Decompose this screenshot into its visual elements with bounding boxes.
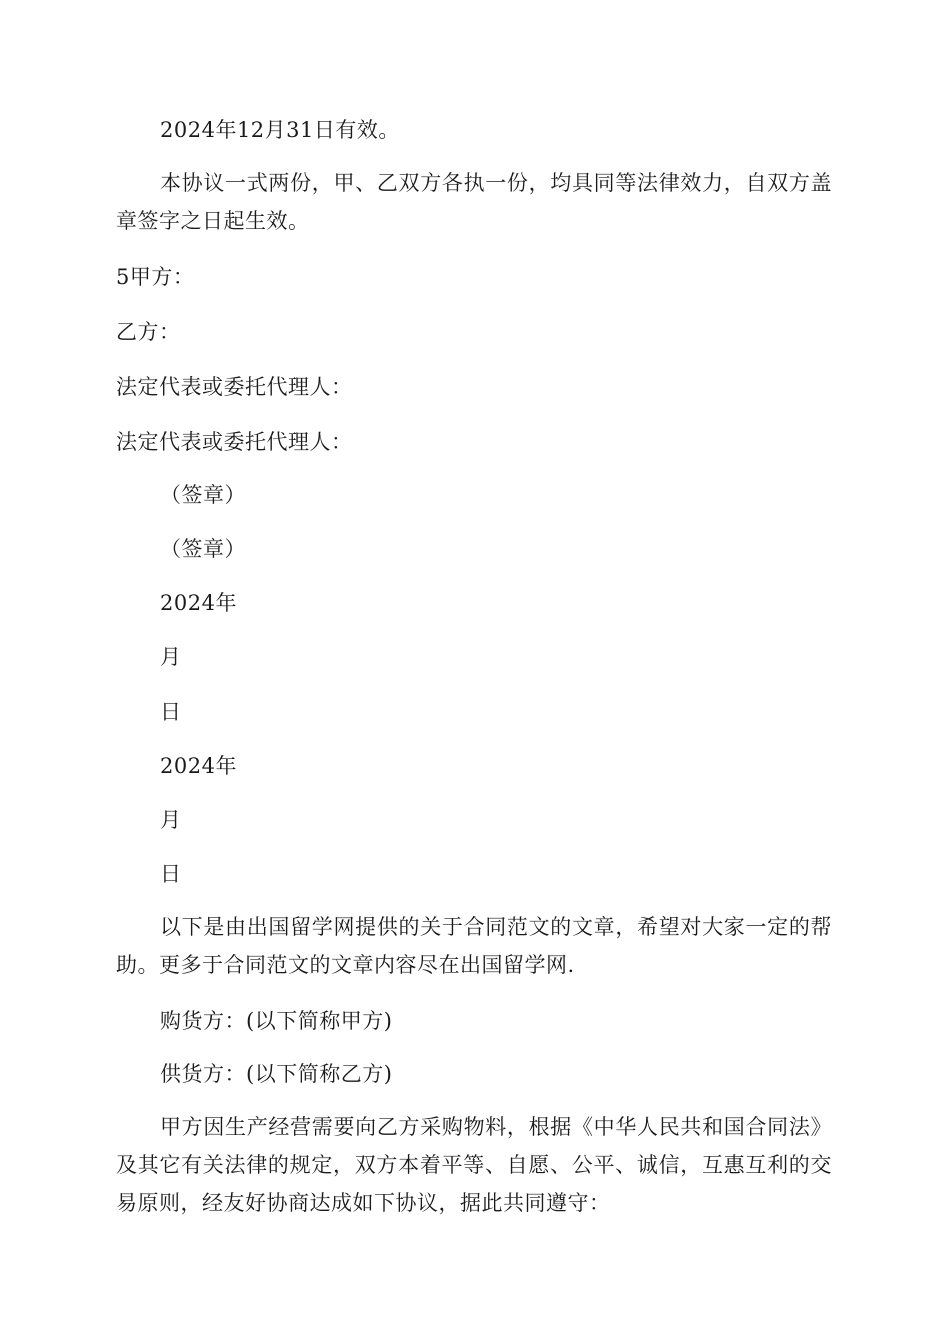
date-b-year: 2024年 xyxy=(160,754,237,778)
supplier-line: 供货方：(以下简称乙方) xyxy=(160,1062,393,1086)
intro-paragraph: 以下是由出国留学网提供的关于合同范文的文章，希望对大家一定的帮助。更多于合同范文的文章内容尽在出国留学网. xyxy=(116,915,832,977)
seal-b-label: （签章） xyxy=(160,537,246,561)
representative-a-label: 法定代表或委托代理人： xyxy=(116,375,353,399)
date-a-day: 日 xyxy=(160,700,182,724)
seal-a-label: （签章） xyxy=(160,483,246,507)
agreement-paragraph: 甲方因生产经营需要向乙方采购物料，根据《中华人民共和国合同法》及其它有关法律的规定，双方本着平等、自愿、公平、诚信，互惠互利的交易原则，经友好协商达成如下协议，据此共同遵守： xyxy=(116,1115,832,1215)
effective-date-line: 2024年12月31日有效。 xyxy=(160,118,400,142)
date-b-month: 月 xyxy=(160,808,182,832)
buyer-line: 购货方：(以下简称甲方) xyxy=(160,1009,393,1033)
representative-b-label: 法定代表或委托代理人： xyxy=(116,430,353,454)
date-b-day: 日 xyxy=(160,862,182,886)
party-a-label: 5甲方： xyxy=(116,265,195,289)
copies-paragraph: 本协议一式两份，甲、乙双方各执一份，均具同等法律效力，自双方盖章签字之日起生效。 xyxy=(116,171,832,233)
party-b-label: 乙方： xyxy=(116,320,181,344)
date-a-year: 2024年 xyxy=(160,591,237,615)
date-a-month: 月 xyxy=(160,645,182,669)
